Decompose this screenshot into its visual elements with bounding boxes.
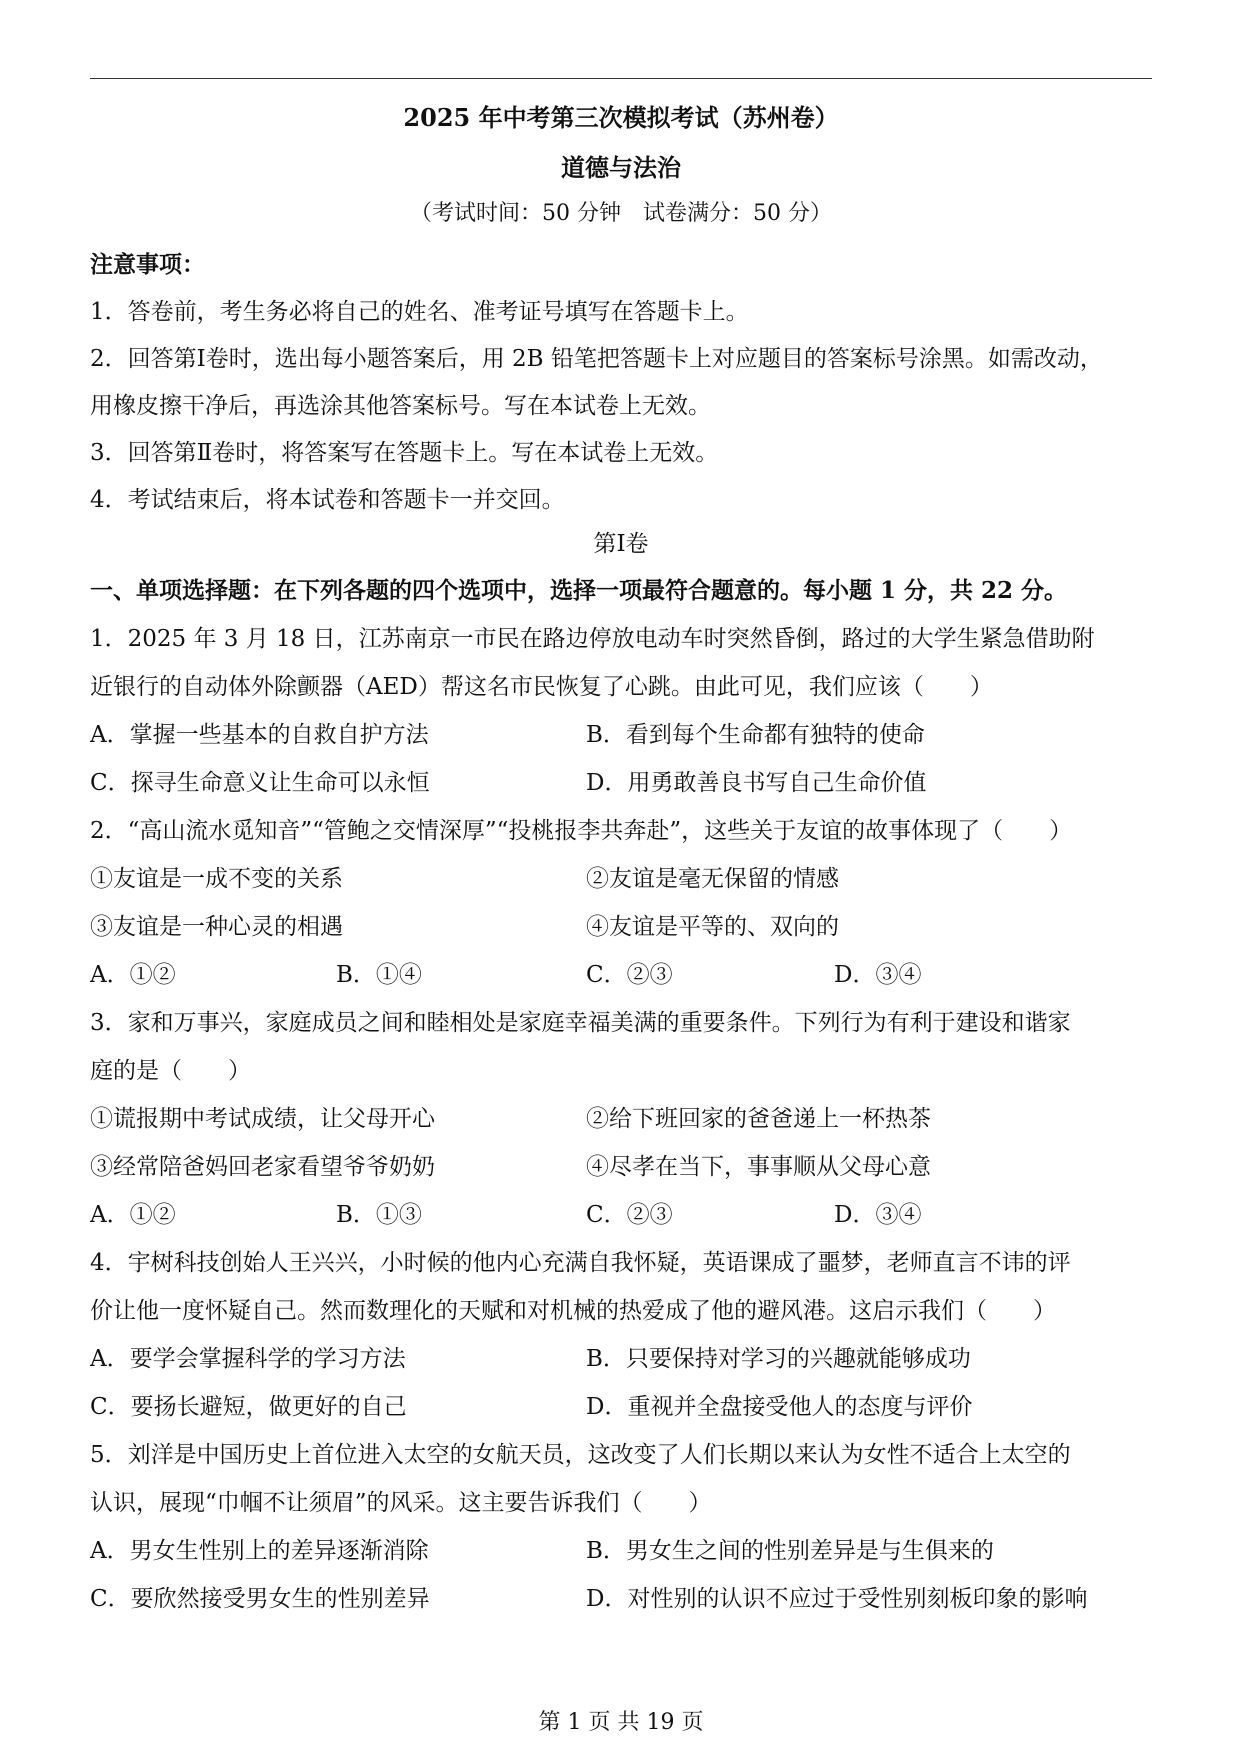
note-item: 1．答卷前，考生务必将自己的姓名、准考证号填写在答题卡上。 bbox=[90, 299, 749, 325]
option-b: B．男女生之间的性别差异是与生俱来的 bbox=[586, 1538, 994, 1564]
header-rule bbox=[90, 78, 1152, 79]
question-stem: 1．2025 年 3 月 18 日，江苏南京一市民在路边停放电动车时突然昏倒，路过的大学生紧急借助附 bbox=[90, 626, 1095, 652]
question-stem: 价让他一度怀疑自己。然而数理化的天赋和对机械的热爱成了他的避风港。这启示我们（ ） bbox=[90, 1298, 1056, 1324]
exam-title: 2025 年中考第三次模拟考试（苏州卷） bbox=[403, 103, 839, 132]
option-d: D．③④ bbox=[834, 1202, 922, 1228]
note-item: 用橡皮擦干净后，再选涂其他答案标号。写在本试卷上无效。 bbox=[90, 393, 711, 419]
question-stem: 4．宇树科技创始人王兴兴，小时候的他内心充满自我怀疑，英语课成了噩梦，老师直言不讳的评 bbox=[90, 1250, 1071, 1276]
option-b: B．①③ bbox=[336, 1202, 422, 1228]
question-stem: 认识，展现“巾帼不让须眉”的风采。这主要告诉我们（ ） bbox=[90, 1490, 712, 1516]
option-c: C．②③ bbox=[586, 962, 673, 988]
option-d: D．重视并全盘接受他人的态度与评价 bbox=[586, 1394, 973, 1420]
note-item: 2．回答第Ⅰ卷时，选出每小题答案后，用 2B 铅笔把答题卡上对应题目的答案标号涂黑。如需改动， bbox=[90, 346, 1103, 372]
option-c: C．②③ bbox=[586, 1202, 673, 1228]
question-stem: 5．刘洋是中国历史上首位进入太空的女航天员，这改变了人们长期以来认为女性不适合上太空的 bbox=[90, 1442, 1071, 1468]
question-stem: 2．“高山流水觅知音”“管鲍之交情深厚”“投桃报李共奔赴”，这些关于友谊的故事体现了（ ） bbox=[90, 818, 1073, 844]
exam-info: （考试时间：50 分钟 试卷满分：50 分） bbox=[410, 201, 832, 226]
question-stem: 近银行的自动体外除颤器（AED）帮这名市民恢复了心跳。由此可见，我们应该（ ） bbox=[90, 674, 993, 700]
statement: ②给下班回家的爸爸递上一杯热茶 bbox=[586, 1106, 931, 1132]
option-b: B．①④ bbox=[336, 962, 422, 988]
part-title: 第Ⅰ卷 bbox=[593, 531, 649, 557]
option-c: C．要欣然接受男女生的性别差异 bbox=[90, 1586, 430, 1612]
option-c: C．要扬长避短，做更好的自己 bbox=[90, 1394, 407, 1420]
option-d: D．用勇敢善良书写自己生命价值 bbox=[586, 770, 927, 796]
option-a: A．要学会掌握科学的学习方法 bbox=[90, 1346, 406, 1372]
section-heading: 一、单项选择题：在下列各题的四个选项中，选择一项最符合题意的。每小题 1 分，共 22 分。 bbox=[90, 577, 1068, 604]
option-a: A．掌握一些基本的自救自护方法 bbox=[90, 722, 429, 748]
option-a: A．①② bbox=[90, 1202, 176, 1228]
option-d: D．③④ bbox=[834, 962, 922, 988]
question-stem: 庭的是（ ） bbox=[90, 1058, 251, 1084]
statement: ①谎报期中考试成绩，让父母开心 bbox=[90, 1106, 435, 1132]
statement: ③经常陪爸妈回老家看望爷爷奶奶 bbox=[90, 1154, 435, 1180]
statement: ④友谊是平等的、双向的 bbox=[586, 914, 839, 940]
option-d: D．对性别的认识不应过于受性别刻板印象的影响 bbox=[586, 1586, 1088, 1612]
statement: ③友谊是一种心灵的相遇 bbox=[90, 914, 343, 940]
subject-title: 道德与法治 bbox=[561, 153, 681, 182]
note-item: 4．考试结束后，将本试卷和答题卡一并交回。 bbox=[90, 487, 565, 513]
option-c: C．探寻生命意义让生命可以永恒 bbox=[90, 770, 430, 796]
statement: ②友谊是毫无保留的情感 bbox=[586, 866, 839, 892]
question-stem: 3．家和万事兴，家庭成员之间和睦相处是家庭幸福美满的重要条件。下列行为有利于建设和谐家 bbox=[90, 1010, 1071, 1036]
statement: ①友谊是一成不变的关系 bbox=[90, 866, 343, 892]
option-b: B．只要保持对学习的兴趣就能够成功 bbox=[586, 1346, 971, 1372]
notes-heading: 注意事项： bbox=[90, 251, 205, 278]
option-a: A．①② bbox=[90, 962, 176, 988]
note-item: 3．回答第Ⅱ卷时，将答案写在答题卡上。写在本试卷上无效。 bbox=[90, 440, 719, 466]
page-footer: 第 1 页 共 19 页 bbox=[538, 1710, 704, 1735]
option-a: A．男女生性别上的差异逐渐消除 bbox=[90, 1538, 429, 1564]
option-b: B．看到每个生命都有独特的使命 bbox=[586, 722, 925, 748]
statement: ④尽孝在当下，事事顺从父母心意 bbox=[586, 1154, 931, 1180]
